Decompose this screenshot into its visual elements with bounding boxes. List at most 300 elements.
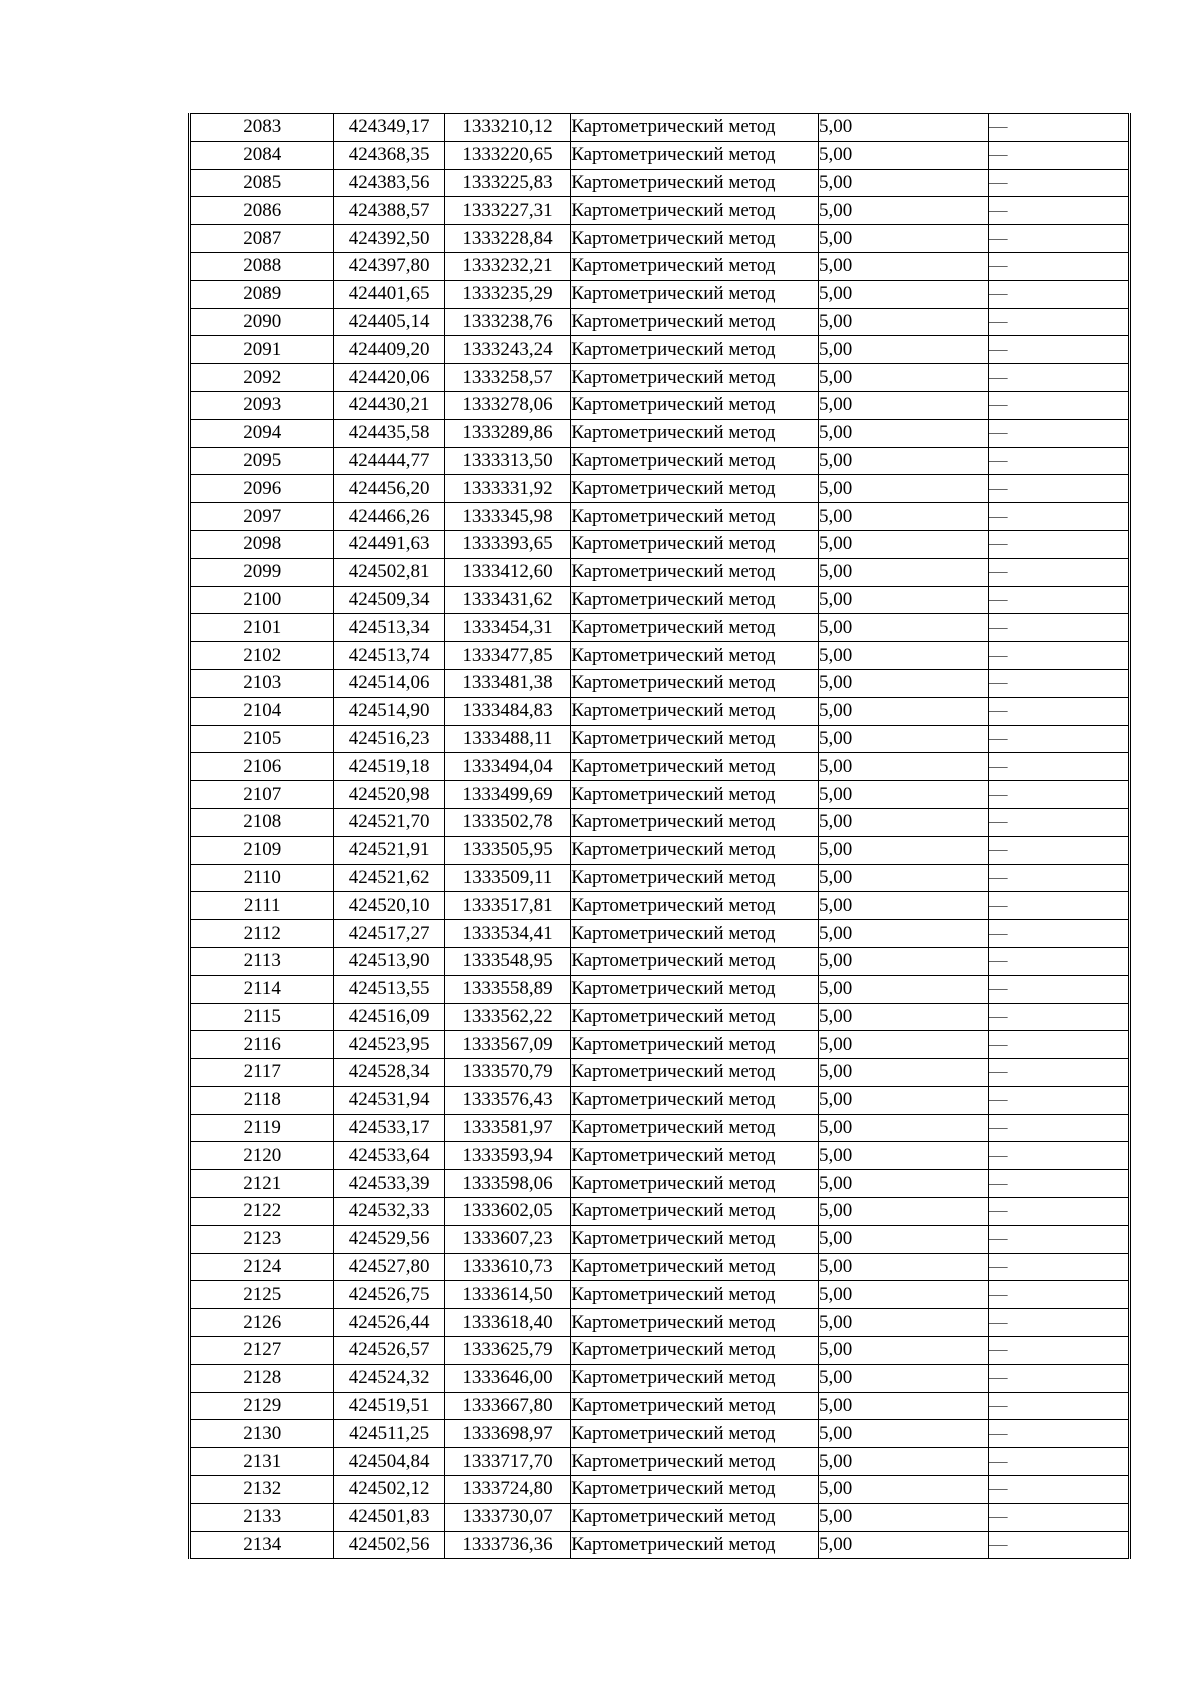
description-cell: — [988, 1225, 1130, 1253]
x-coordinate-cell: 424513,74 [334, 642, 444, 670]
method-cell: Картометрический метод [571, 1448, 819, 1476]
x-coordinate-cell: 424502,56 [334, 1531, 444, 1559]
method-cell: Картометрический метод [571, 1170, 819, 1198]
table-row [190, 1281, 1130, 1309]
point-number-cell: 2095 [190, 447, 334, 475]
description-cell: — [988, 169, 1130, 197]
point-number-cell: 2120 [190, 1142, 334, 1170]
description-cell: — [988, 642, 1130, 670]
point-number-cell: 2087 [190, 225, 334, 253]
point-number-cell: 2131 [190, 1448, 334, 1476]
x-coordinate-cell: 424532,33 [334, 1198, 444, 1226]
description-cell: — [988, 197, 1130, 225]
point-number-cell: 2105 [190, 725, 334, 753]
point-number-cell: 2130 [190, 1420, 334, 1448]
table-row [190, 558, 1130, 586]
table-row [190, 1198, 1130, 1226]
y-coordinate-cell: 1333548,95 [444, 947, 570, 975]
point-number-cell: 2122 [190, 1198, 334, 1226]
accuracy-cell: 5,00 [818, 892, 988, 920]
x-coordinate-cell: 424519,18 [334, 753, 444, 781]
description-cell: — [988, 419, 1130, 447]
description-cell: — [988, 586, 1130, 614]
point-number-cell: 2097 [190, 503, 334, 531]
description-cell: — [988, 447, 1130, 475]
method-cell: Картометрический метод [571, 975, 819, 1003]
table-row [190, 892, 1130, 920]
x-coordinate-cell: 424456,20 [334, 475, 444, 503]
method-cell: Картометрический метод [571, 586, 819, 614]
method-cell: Картометрический метод [571, 447, 819, 475]
accuracy-cell: 5,00 [818, 920, 988, 948]
point-number-cell: 2123 [190, 1225, 334, 1253]
table-row [190, 614, 1130, 642]
method-cell: Картометрический метод [571, 197, 819, 225]
y-coordinate-cell: 1333567,09 [444, 1031, 570, 1059]
table-row [190, 669, 1130, 697]
x-coordinate-cell: 424466,26 [334, 503, 444, 531]
accuracy-cell: 5,00 [818, 503, 988, 531]
table-row [190, 1392, 1130, 1420]
method-cell: Картометрический метод [571, 1225, 819, 1253]
x-coordinate-cell: 424349,17 [334, 114, 444, 142]
y-coordinate-cell: 1333534,41 [444, 920, 570, 948]
table-row [190, 642, 1130, 670]
method-cell: Картометрический метод [571, 697, 819, 725]
x-coordinate-cell: 424513,34 [334, 614, 444, 642]
x-coordinate-cell: 424383,56 [334, 169, 444, 197]
table-row [190, 1059, 1130, 1087]
description-cell: — [988, 614, 1130, 642]
method-cell: Картометрический метод [571, 391, 819, 419]
method-cell: Картометрический метод [571, 364, 819, 392]
accuracy-cell: 5,00 [818, 864, 988, 892]
description-cell: — [988, 1086, 1130, 1114]
method-cell: Картометрический метод [571, 1142, 819, 1170]
y-coordinate-cell: 1333558,89 [444, 975, 570, 1003]
x-coordinate-cell: 424526,57 [334, 1337, 444, 1365]
accuracy-cell: 5,00 [818, 697, 988, 725]
coordinates-table [188, 113, 1131, 1559]
accuracy-cell: 5,00 [818, 419, 988, 447]
description-cell: — [988, 1503, 1130, 1531]
description-cell: — [988, 725, 1130, 753]
point-number-cell: 2118 [190, 1086, 334, 1114]
accuracy-cell: 5,00 [818, 336, 988, 364]
accuracy-cell: 5,00 [818, 1114, 988, 1142]
method-cell: Картометрический метод [571, 558, 819, 586]
method-cell: Картометрический метод [571, 475, 819, 503]
accuracy-cell: 5,00 [818, 1198, 988, 1226]
description-cell: — [988, 1337, 1130, 1365]
accuracy-cell: 5,00 [818, 1476, 988, 1504]
x-coordinate-cell: 424529,56 [334, 1225, 444, 1253]
y-coordinate-cell: 1333227,31 [444, 197, 570, 225]
description-cell: — [988, 114, 1130, 142]
method-cell: Картометрический метод [571, 1086, 819, 1114]
point-number-cell: 2088 [190, 252, 334, 280]
method-cell: Картометрический метод [571, 503, 819, 531]
accuracy-cell: 5,00 [818, 975, 988, 1003]
table-row [190, 1364, 1130, 1392]
y-coordinate-cell: 1333258,57 [444, 364, 570, 392]
x-coordinate-cell: 424509,34 [334, 586, 444, 614]
y-coordinate-cell: 1333667,80 [444, 1392, 570, 1420]
accuracy-cell: 5,00 [818, 1420, 988, 1448]
description-cell: — [988, 1170, 1130, 1198]
table-row [190, 586, 1130, 614]
table-row [190, 364, 1130, 392]
x-coordinate-cell: 424526,44 [334, 1309, 444, 1337]
point-number-cell: 2126 [190, 1309, 334, 1337]
y-coordinate-cell: 1333431,62 [444, 586, 570, 614]
x-coordinate-cell: 424409,20 [334, 336, 444, 364]
method-cell: Картометрический метод [571, 1337, 819, 1365]
method-cell: Картометрический метод [571, 1531, 819, 1559]
y-coordinate-cell: 1333607,23 [444, 1225, 570, 1253]
y-coordinate-cell: 1333220,65 [444, 141, 570, 169]
table-row [190, 920, 1130, 948]
table-row [190, 808, 1130, 836]
y-coordinate-cell: 1333618,40 [444, 1309, 570, 1337]
y-coordinate-cell: 1333598,06 [444, 1170, 570, 1198]
description-cell: — [988, 1198, 1130, 1226]
y-coordinate-cell: 1333717,70 [444, 1448, 570, 1476]
table-row [190, 1003, 1130, 1031]
point-number-cell: 2094 [190, 419, 334, 447]
x-coordinate-cell: 424401,65 [334, 280, 444, 308]
method-cell: Картометрический метод [571, 642, 819, 670]
point-number-cell: 2100 [190, 586, 334, 614]
y-coordinate-cell: 1333412,60 [444, 558, 570, 586]
method-cell: Картометрический метод [571, 614, 819, 642]
method-cell: Картометрический метод [571, 920, 819, 948]
x-coordinate-cell: 424430,21 [334, 391, 444, 419]
method-cell: Картометрический метод [571, 336, 819, 364]
table-row [190, 753, 1130, 781]
method-cell: Картометрический метод [571, 1198, 819, 1226]
accuracy-cell: 5,00 [818, 669, 988, 697]
description-cell: — [988, 920, 1130, 948]
point-number-cell: 2109 [190, 836, 334, 864]
x-coordinate-cell: 424513,55 [334, 975, 444, 1003]
point-number-cell: 2106 [190, 753, 334, 781]
description-cell: — [988, 1281, 1130, 1309]
description-cell: — [988, 1476, 1130, 1504]
point-number-cell: 2117 [190, 1059, 334, 1087]
method-cell: Картометрический метод [571, 114, 819, 142]
table-row [190, 1448, 1130, 1476]
point-number-cell: 2108 [190, 808, 334, 836]
table-row [190, 225, 1130, 253]
method-cell: Картометрический метод [571, 1031, 819, 1059]
method-cell: Картометрический метод [571, 892, 819, 920]
method-cell: Картометрический метод [571, 725, 819, 753]
accuracy-cell: 5,00 [818, 1281, 988, 1309]
x-coordinate-cell: 424516,09 [334, 1003, 444, 1031]
method-cell: Картометрический метод [571, 280, 819, 308]
y-coordinate-cell: 1333331,92 [444, 475, 570, 503]
description-cell: — [988, 1448, 1130, 1476]
description-cell: — [988, 1253, 1130, 1281]
x-coordinate-cell: 424531,94 [334, 1086, 444, 1114]
point-number-cell: 2133 [190, 1503, 334, 1531]
point-number-cell: 2084 [190, 141, 334, 169]
method-cell: Картометрический метод [571, 808, 819, 836]
method-cell: Картометрический метод [571, 1059, 819, 1087]
table-row [190, 280, 1130, 308]
point-number-cell: 2114 [190, 975, 334, 1003]
description-cell: — [988, 1392, 1130, 1420]
accuracy-cell: 5,00 [818, 1364, 988, 1392]
accuracy-cell: 5,00 [818, 308, 988, 336]
y-coordinate-cell: 1333494,04 [444, 753, 570, 781]
description-cell: — [988, 808, 1130, 836]
accuracy-cell: 5,00 [818, 836, 988, 864]
table-row [190, 1170, 1130, 1198]
accuracy-cell: 5,00 [818, 558, 988, 586]
point-number-cell: 2089 [190, 280, 334, 308]
point-number-cell: 2129 [190, 1392, 334, 1420]
accuracy-cell: 5,00 [818, 1531, 988, 1559]
x-coordinate-cell: 424388,57 [334, 197, 444, 225]
description-cell: — [988, 364, 1130, 392]
method-cell: Картометрический метод [571, 669, 819, 697]
y-coordinate-cell: 1333736,36 [444, 1531, 570, 1559]
method-cell: Картометрический метод [571, 864, 819, 892]
description-cell: — [988, 1003, 1130, 1031]
table-row [190, 391, 1130, 419]
y-coordinate-cell: 1333593,94 [444, 1142, 570, 1170]
x-coordinate-cell: 424521,91 [334, 836, 444, 864]
accuracy-cell: 5,00 [818, 225, 988, 253]
method-cell: Картометрический метод [571, 141, 819, 169]
method-cell: Картометрический метод [571, 781, 819, 809]
point-number-cell: 2090 [190, 308, 334, 336]
description-cell: — [988, 391, 1130, 419]
x-coordinate-cell: 424520,10 [334, 892, 444, 920]
y-coordinate-cell: 1333393,65 [444, 530, 570, 558]
y-coordinate-cell: 1333345,98 [444, 503, 570, 531]
x-coordinate-cell: 424521,62 [334, 864, 444, 892]
method-cell: Картометрический метод [571, 753, 819, 781]
x-coordinate-cell: 424502,12 [334, 1476, 444, 1504]
accuracy-cell: 5,00 [818, 391, 988, 419]
table-body [190, 114, 1130, 1559]
accuracy-cell: 5,00 [818, 475, 988, 503]
accuracy-cell: 5,00 [818, 1448, 988, 1476]
y-coordinate-cell: 1333570,79 [444, 1059, 570, 1087]
method-cell: Картометрический метод [571, 1281, 819, 1309]
y-coordinate-cell: 1333484,83 [444, 697, 570, 725]
description-cell: — [988, 336, 1130, 364]
table-row [190, 1420, 1130, 1448]
description-cell: — [988, 308, 1130, 336]
x-coordinate-cell: 424533,17 [334, 1114, 444, 1142]
x-coordinate-cell: 424517,27 [334, 920, 444, 948]
point-number-cell: 2093 [190, 391, 334, 419]
accuracy-cell: 5,00 [818, 642, 988, 670]
y-coordinate-cell: 1333576,43 [444, 1086, 570, 1114]
method-cell: Картометрический метод [571, 836, 819, 864]
point-number-cell: 2107 [190, 781, 334, 809]
accuracy-cell: 5,00 [818, 1031, 988, 1059]
description-cell: — [988, 280, 1130, 308]
y-coordinate-cell: 1333602,05 [444, 1198, 570, 1226]
table-row [190, 1337, 1130, 1365]
accuracy-cell: 5,00 [818, 530, 988, 558]
point-number-cell: 2125 [190, 1281, 334, 1309]
point-number-cell: 2086 [190, 197, 334, 225]
x-coordinate-cell: 424392,50 [334, 225, 444, 253]
method-cell: Картометрический метод [571, 308, 819, 336]
y-coordinate-cell: 1333581,97 [444, 1114, 570, 1142]
accuracy-cell: 5,00 [818, 1170, 988, 1198]
point-number-cell: 2127 [190, 1337, 334, 1365]
table-row [190, 1114, 1130, 1142]
accuracy-cell: 5,00 [818, 1253, 988, 1281]
accuracy-cell: 5,00 [818, 280, 988, 308]
point-number-cell: 2104 [190, 697, 334, 725]
table-row [190, 725, 1130, 753]
description-cell: — [988, 1031, 1130, 1059]
accuracy-cell: 5,00 [818, 252, 988, 280]
point-number-cell: 2112 [190, 920, 334, 948]
accuracy-cell: 5,00 [818, 1309, 988, 1337]
accuracy-cell: 5,00 [818, 1225, 988, 1253]
x-coordinate-cell: 424397,80 [334, 252, 444, 280]
y-coordinate-cell: 1333724,80 [444, 1476, 570, 1504]
y-coordinate-cell: 1333730,07 [444, 1503, 570, 1531]
table-row [190, 114, 1130, 142]
y-coordinate-cell: 1333625,79 [444, 1337, 570, 1365]
description-cell: — [988, 1114, 1130, 1142]
accuracy-cell: 5,00 [818, 364, 988, 392]
description-cell: — [988, 530, 1130, 558]
y-coordinate-cell: 1333225,83 [444, 169, 570, 197]
y-coordinate-cell: 1333698,97 [444, 1420, 570, 1448]
y-coordinate-cell: 1333278,06 [444, 391, 570, 419]
y-coordinate-cell: 1333614,50 [444, 1281, 570, 1309]
method-cell: Картометрический метод [571, 1309, 819, 1337]
table-row [190, 864, 1130, 892]
x-coordinate-cell: 424502,81 [334, 558, 444, 586]
table-row [190, 336, 1130, 364]
point-number-cell: 2096 [190, 475, 334, 503]
x-coordinate-cell: 424511,25 [334, 1420, 444, 1448]
point-number-cell: 2134 [190, 1531, 334, 1559]
table-row [190, 1309, 1130, 1337]
point-number-cell: 2119 [190, 1114, 334, 1142]
y-coordinate-cell: 1333646,00 [444, 1364, 570, 1392]
description-cell: — [988, 975, 1130, 1003]
method-cell: Картометрический метод [571, 1420, 819, 1448]
description-cell: — [988, 836, 1130, 864]
description-cell: — [988, 892, 1130, 920]
y-coordinate-cell: 1333289,86 [444, 419, 570, 447]
method-cell: Картометрический метод [571, 947, 819, 975]
x-coordinate-cell: 424514,90 [334, 697, 444, 725]
table-row [190, 975, 1130, 1003]
point-number-cell: 2092 [190, 364, 334, 392]
description-cell: — [988, 1142, 1130, 1170]
y-coordinate-cell: 1333499,69 [444, 781, 570, 809]
method-cell: Картометрический метод [571, 1114, 819, 1142]
accuracy-cell: 5,00 [818, 1142, 988, 1170]
accuracy-cell: 5,00 [818, 753, 988, 781]
x-coordinate-cell: 424519,51 [334, 1392, 444, 1420]
table-row [190, 1086, 1130, 1114]
x-coordinate-cell: 424513,90 [334, 947, 444, 975]
table-row [190, 475, 1130, 503]
accuracy-cell: 5,00 [818, 725, 988, 753]
point-number-cell: 2116 [190, 1031, 334, 1059]
y-coordinate-cell: 1333502,78 [444, 808, 570, 836]
table-row [190, 503, 1130, 531]
accuracy-cell: 5,00 [818, 114, 988, 142]
x-coordinate-cell: 424521,70 [334, 808, 444, 836]
x-coordinate-cell: 424520,98 [334, 781, 444, 809]
table-row [190, 697, 1130, 725]
x-coordinate-cell: 424526,75 [334, 1281, 444, 1309]
description-cell: — [988, 1059, 1130, 1087]
method-cell: Картометрический метод [571, 530, 819, 558]
x-coordinate-cell: 424420,06 [334, 364, 444, 392]
description-cell: — [988, 781, 1130, 809]
x-coordinate-cell: 424501,83 [334, 1503, 444, 1531]
x-coordinate-cell: 424533,39 [334, 1170, 444, 1198]
accuracy-cell: 5,00 [818, 1337, 988, 1365]
x-coordinate-cell: 424504,84 [334, 1448, 444, 1476]
description-cell: — [988, 503, 1130, 531]
accuracy-cell: 5,00 [818, 781, 988, 809]
x-coordinate-cell: 424524,32 [334, 1364, 444, 1392]
x-coordinate-cell: 424491,63 [334, 530, 444, 558]
x-coordinate-cell: 424435,58 [334, 419, 444, 447]
accuracy-cell: 5,00 [818, 447, 988, 475]
y-coordinate-cell: 1333232,21 [444, 252, 570, 280]
y-coordinate-cell: 1333454,31 [444, 614, 570, 642]
description-cell: — [988, 753, 1130, 781]
x-coordinate-cell: 424516,23 [334, 725, 444, 753]
description-cell: — [988, 225, 1130, 253]
x-coordinate-cell: 424405,14 [334, 308, 444, 336]
point-number-cell: 2110 [190, 864, 334, 892]
table-row [190, 308, 1130, 336]
method-cell: Картометрический метод [571, 169, 819, 197]
table-row [190, 836, 1130, 864]
method-cell: Картометрический метод [571, 1253, 819, 1281]
y-coordinate-cell: 1333509,11 [444, 864, 570, 892]
description-cell: — [988, 1364, 1130, 1392]
description-cell: — [988, 1309, 1130, 1337]
table-row [190, 947, 1130, 975]
point-number-cell: 2132 [190, 1476, 334, 1504]
y-coordinate-cell: 1333562,22 [444, 1003, 570, 1031]
y-coordinate-cell: 1333505,95 [444, 836, 570, 864]
point-number-cell: 2085 [190, 169, 334, 197]
accuracy-cell: 5,00 [818, 1503, 988, 1531]
accuracy-cell: 5,00 [818, 197, 988, 225]
y-coordinate-cell: 1333235,29 [444, 280, 570, 308]
table-row [190, 530, 1130, 558]
table-row [190, 1225, 1130, 1253]
table-row [190, 1142, 1130, 1170]
point-number-cell: 2101 [190, 614, 334, 642]
point-number-cell: 2099 [190, 558, 334, 586]
point-number-cell: 2083 [190, 114, 334, 142]
description-cell: — [988, 252, 1130, 280]
